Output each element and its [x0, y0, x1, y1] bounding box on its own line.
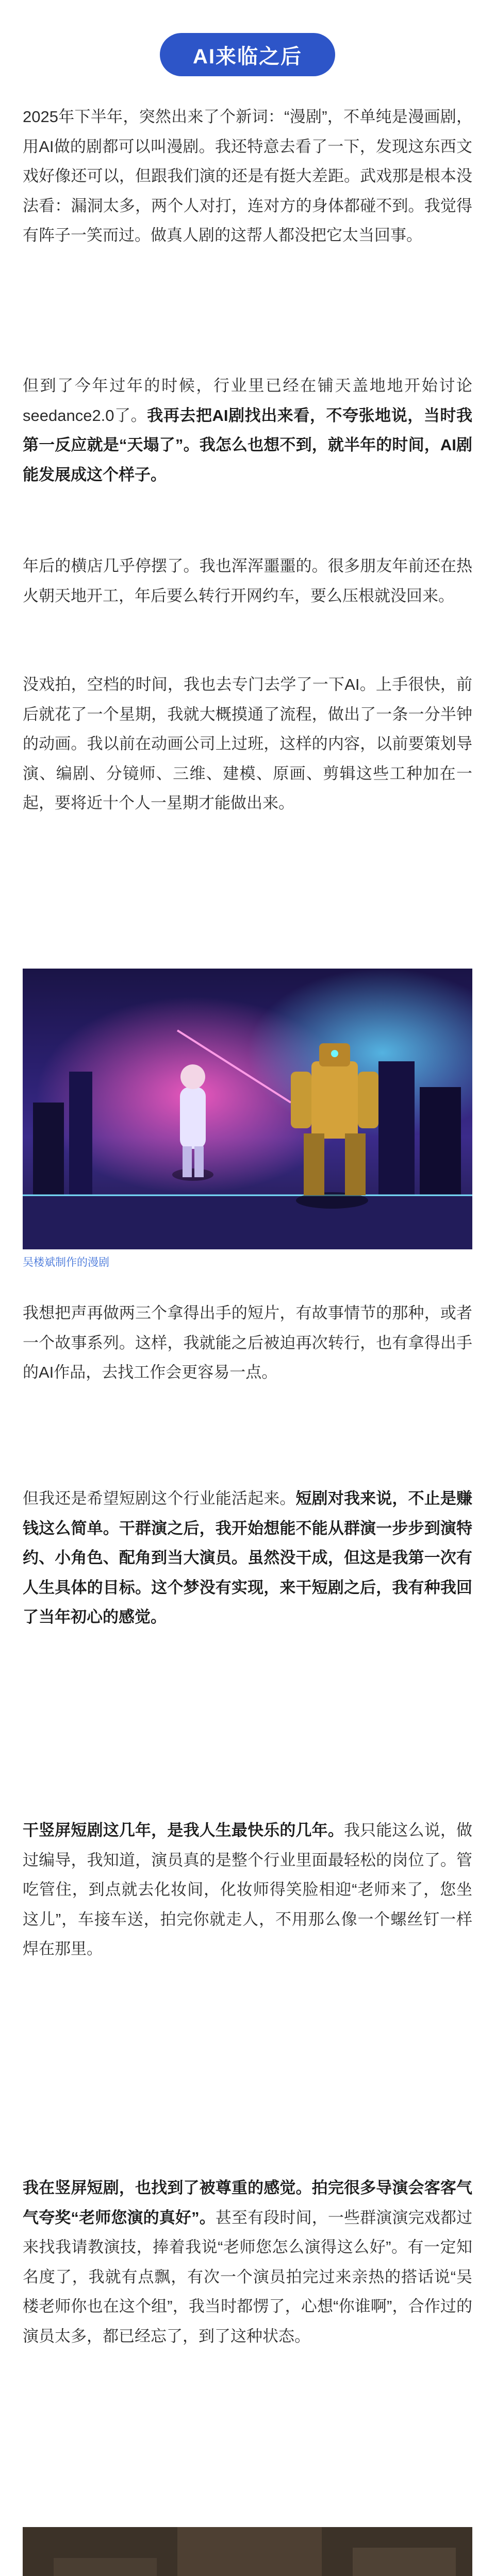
paragraph-6-text: 但我还是希望短剧这个行业能活起来。	[23, 1489, 296, 1507]
drama-still-illustration	[23, 2527, 472, 2576]
article-title: AI来临之后	[160, 33, 335, 76]
image-caption-1: 吴楼斌制作的漫剧	[23, 1257, 109, 1268]
paragraph-6	[23, 1484, 472, 1632]
paragraph-8-text: 甚至有段时间，一些群演演完戏都过来找我请教演技，捧着我说“老师您怎么演得这么好”。有一定知名度了，我就有点飘，有次一个演员拍完过来亲热的搭话说“吴楼老师你也在这个组”，我当时都愣了，心想“你谁啊”，合作过的演员太多，都已经忘了，到了这种状态。	[23, 2208, 473, 2345]
paragraph-7	[23, 1816, 472, 1964]
drama-still-image	[23, 2527, 472, 2576]
paragraph-2	[23, 371, 472, 489]
paragraph-1: 2025年下半年，突然出来了个新词：“漫剧”，不单纯是漫画剧，用AI做的剧都可以叫漫剧。我还特意去看了一下，发现这东西文戏好像还可以，但跟我们演的还是有挺大差距。武戏那是根本没法看：漏洞太多，两个人对打，连对方的身体都碰不到。我觉得有阵子一笑而过。做真人剧的这帮人都没把它太当回事。	[23, 108, 472, 244]
anime-drama-image	[23, 969, 472, 1249]
paragraph-8-bold: 我在竖屏短剧，也找到了被尊重的感觉。拍完很多导演会客客气气夸奖“老师您演的真好”。	[23, 2179, 472, 2227]
paragraph-6-bold: 短剧对我来说，不止是赚钱这么简单。干群演之后，我开始想能不能从群演一步步到演特约、小角色、配角到当大演员。虽然没干成，但这是我第一次有人生具体的目标。这个梦没有实现，来干短剧之后，我有种我回了当年初心的感觉。	[23, 1489, 473, 1626]
paragraph-4: 没戏拍，空档的时间，我也去专门去学了一下AI。上手很快，前后就花了一个星期，我就大概摸通了流程，做出了一条一分半钟的动画。我以前在动画公司上过班，这样的内容，以前要策划导演、编剧、分镜师、三维、建模、原画、剪辑这些工种加在一起，要将近十个人一星期才能做出来。	[23, 675, 472, 812]
anime-drama-illustration	[23, 969, 472, 1249]
paragraph-7-bold: 干竖屏短剧这几年，是我人生最快乐的几年。	[23, 1821, 344, 1839]
paragraph-3: 年后的横店几乎停摆了。我也浑浑噩噩的。很多朋友年前还在热火朝天地开工，年后要么转行开网约车，要么压根就没回来。	[23, 557, 472, 605]
paragraph-8	[23, 2173, 472, 2351]
paragraph-7-text: 我只能这么说，做过编导，我知道，演员真的是整个行业里面最轻松的岗位了。管吃管住，到点就去化妆间，化妆师得笑脸相迎“老师来了，您坐这儿”，车接车送，拍完你就走人，不用那么像一个螺丝钉一样焊在那里。	[23, 1821, 473, 1958]
paragraph-5: 我想把声再做两三个拿得出手的短片，有故事情节的那种，或者一个故事系列。这样，我就能之后被迫再次转行，也有拿得出手的AI作品，去找工作会更容易一点。	[23, 1304, 472, 1381]
paragraph-2-text: 但到了今年过年的时候，行业里已经在铺天盖地地开始讨论seedance2.0了。	[23, 377, 472, 425]
paragraph-2-bold: 我再去把AI剧找出来看，不夸张地说，当时我第一反应就是“天塌了”。我怎么也想不到，就半年的时间，AI剧能发展成这个样子。	[23, 406, 473, 484]
title-wrap	[0, 33, 495, 76]
